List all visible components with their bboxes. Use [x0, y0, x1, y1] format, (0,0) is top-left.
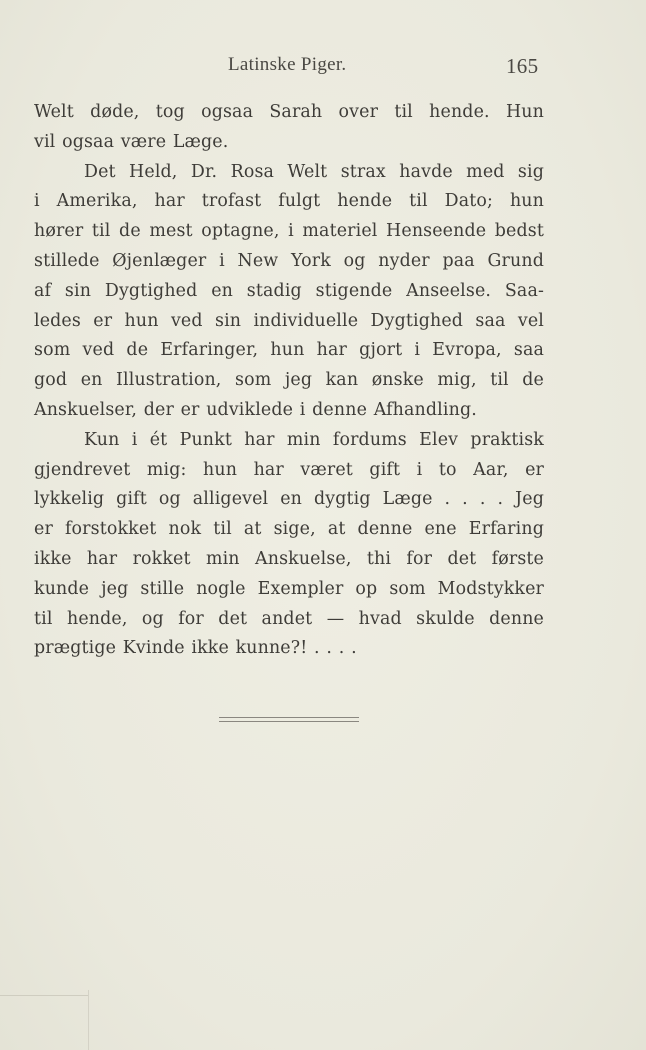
text-line: kunde jeg stille nogle Exempler op som Modstykker: [34, 578, 544, 599]
paper-edge-mark-vertical: [88, 990, 89, 1050]
text-line: ledes er hun ved sin individuelle Dygtighed saa vel: [34, 310, 544, 331]
text-line: Anskuelser, der er udviklede i denne Afhandling.: [34, 399, 477, 420]
text-line: Det Held, Dr. Rosa Welt strax havde med sig: [84, 161, 544, 182]
text-line: i Amerika, har trofast fulgt hende til Dato; hun: [34, 191, 544, 212]
text-line: Kun i ét Punkt har min fordums Elev praktisk: [84, 429, 544, 450]
text-line: vil ogsaa være Læge.: [34, 131, 229, 152]
text-line: stillede Øjenlæger i New York og nyder paa Grund: [34, 250, 544, 271]
text-line: som ved de Erfaringer, hun har gjort i Evropa, saa: [34, 340, 544, 361]
text-line: god en Illustration, som jeg kan ønske mig, til de: [34, 370, 544, 391]
page-number: 165: [506, 54, 539, 78]
text-line: hører til de mest optagne, i materiel Henseende bedst: [34, 221, 544, 242]
section-end-rule-bottom: [219, 721, 359, 722]
running-header: [0, 50, 646, 80]
text-line: til hende, og for det andet — hvad skulde denne: [34, 608, 544, 629]
text-line: Welt døde, tog ogsaa Sarah over til hende. Hun: [34, 102, 544, 122]
text-line: ikke har rokket min Anskuelse, thi for det første: [34, 548, 544, 569]
text-line: lykkelig gift og alligevel en dygtig Læge . . . . Jeg: [34, 489, 544, 510]
running-title: Latinske Piger.: [228, 54, 347, 75]
text-line: af sin Dygtighed en stadig stigende Anseelse. Saa-: [34, 280, 544, 301]
text-line: gjendrevet mig: hun har været gift i to Aar, er: [34, 459, 544, 480]
text-line: er forstokket nok til at sige, at denne ene Erfaring: [34, 519, 544, 540]
section-end-rule-top: [219, 717, 359, 718]
paper-edge-mark: [0, 995, 88, 996]
text-line: prægtige Kvinde ikke kunne?! . . . .: [34, 638, 357, 659]
body-text: [34, 98, 544, 664]
